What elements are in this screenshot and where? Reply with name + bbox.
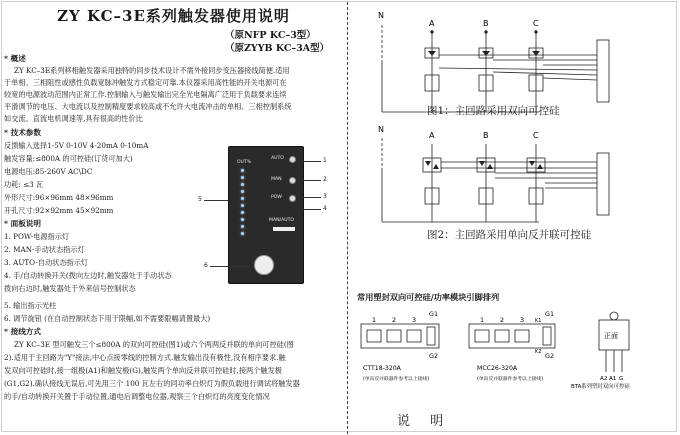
panel-desc-item: 1. POW-电源指示灯 — [4, 232, 70, 241]
mcc-pin-1: 1 — [480, 316, 485, 324]
overview-line: ZY KC–3E系列移相触发器采用独特的同步技术设计不需外接同步变压器接线简便.适用 — [14, 66, 290, 75]
callout-line — [303, 180, 321, 181]
mcc-k2: K2 — [535, 349, 542, 355]
panel-desc-heading: * 面板说明 — [4, 219, 41, 228]
wiring-heading: * 接线方式 — [4, 327, 41, 336]
modules-section-title: 常用塑封双向可控硅/功率模块引脚排列 — [357, 292, 500, 302]
man-auto-label: MAN/AUTO — [269, 218, 295, 223]
overview-heading: * 概述 — [4, 54, 26, 63]
callout-6: 6 — [204, 262, 208, 269]
callout-2: 2 — [323, 176, 327, 183]
tech-line: 功耗: ≤3 瓦 — [4, 180, 44, 189]
man-auto-switch — [273, 227, 295, 231]
output-led — [241, 225, 244, 228]
mcc-pin-2: 2 — [500, 316, 505, 324]
auto-indicator — [289, 156, 296, 163]
phase-label-n: N — [378, 125, 384, 134]
bta-pin-a1: A1 — [609, 376, 617, 382]
overview-line: 平滑调节的电压、大电流以及控制精度要求较高或不允许大电流冲击的单相、三相控制系统 — [4, 102, 292, 111]
ctt-label: CTT18-320A — [363, 365, 401, 372]
callout-line — [303, 197, 321, 198]
overview-line: 较宽的电源波动范围内正常工作.控制输入与触发输出完全光电隔离广泛用于负载要求连续 — [4, 90, 287, 99]
subtitle-nfp: （原NFP KC–3型） — [225, 30, 316, 41]
output-led — [241, 176, 244, 179]
figure1-schematic — [349, 0, 680, 115]
callout-line — [303, 209, 321, 210]
auto-label: AUTO — [271, 156, 284, 161]
panel-desc-item: 拨向右边时,触发器处于外来信号控制状态 — [4, 284, 136, 293]
callout-3: 3 — [323, 193, 327, 200]
wiring-line: 发双向可控硅时,接一组极(A1)和触发极(G),触发两个单向反并联可控硅时,接两个触发极 — [4, 366, 282, 375]
figure1-caption: 图1：主回路采用双向可控硅 — [427, 105, 560, 117]
mcc-pin-3: 3 — [520, 316, 525, 324]
output-led — [241, 211, 244, 214]
wiring-line: (G1,G2).确认接线无误后,可先用三个 100 瓦左右的同功率白炽灯为假负载进行调试将触发器 — [4, 379, 300, 388]
footer-title: 说 明 — [397, 414, 452, 429]
ctt-pin-2: 2 — [392, 316, 397, 324]
output-led — [241, 197, 244, 200]
mcc-g2: G2 — [545, 352, 555, 360]
phase-label-b: B — [483, 19, 489, 28]
panel-desc-item: 5. 输出指示光柱 — [4, 301, 57, 310]
mcc-g1: G1 — [545, 310, 555, 318]
wiring-line: 的手/自动转换开关置于手动位置,通电后调整电位器,观察三个白炽灯的亮度变化情况 — [4, 392, 270, 401]
man-label: MAN — [271, 177, 282, 182]
overview-line: 如交流、直流电机调速等,具有很高的性价比 — [4, 114, 143, 123]
bta-label: BTA系列塑封双向可控硅 — [571, 384, 630, 390]
panel-desc-item: 2. MAN-手动状态指示灯 — [4, 245, 85, 254]
callout-line — [210, 266, 250, 267]
tech-line: 电源电压:85-260V AC\DC — [4, 167, 93, 176]
module-pinouts — [349, 300, 680, 390]
right-page — [349, 0, 680, 435]
ctt-g2: G2 — [429, 352, 439, 360]
pow-label: POW — [271, 195, 282, 200]
phase-label-b: B — [483, 131, 489, 140]
phase-label-c: C — [533, 19, 539, 28]
output-led — [241, 169, 244, 172]
ctt-pin-1: 1 — [372, 316, 377, 324]
ctt-g1: G1 — [429, 310, 439, 318]
tech-line: 反馈输入选择1-5V 0-10V 4-20mA 0-10mA — [4, 141, 149, 150]
phase-label-a: A — [429, 131, 435, 140]
figure2-caption: 图2：主回路采用单向反并联可控硅 — [427, 229, 592, 241]
tech-line: 开孔尺寸:92×92mm 45×92mm — [4, 206, 114, 215]
phase-label-a: A — [429, 19, 435, 28]
callout-line — [204, 200, 228, 201]
out-percent-label: OUT% — [237, 160, 252, 165]
callout-1: 1 — [323, 157, 327, 164]
man-indicator — [289, 177, 296, 184]
callout-4: 4 — [323, 205, 327, 212]
panel-desc-item: 4. 手/自动转换开关(拨向左边时,触发器处于手动状态 — [4, 271, 172, 280]
page-divider — [347, 2, 348, 434]
panel-desc-item: 3. AUTO-自动状态指示灯 — [4, 258, 89, 267]
output-led — [241, 204, 244, 207]
wiring-line: ZY KC–3E 型可触发三个≤800A 的双向可控硅(图1)或六个两两反并联的单向可控硅(图 — [14, 340, 294, 349]
bta-pin-g: G — [619, 376, 624, 382]
ctt-note: (单向反并联器件参考以上接线) — [363, 377, 430, 382]
mcc-label: MCC26-320A — [477, 365, 518, 372]
phase-label-c: C — [533, 131, 539, 140]
mcc-note: (单向反并联器件参考以上接线) — [477, 377, 544, 382]
phase-label-n: N — [378, 11, 384, 20]
bta-pin-a2: A2 — [600, 376, 608, 382]
wiring-line: 2).适用于主回路为"Y"接法,中心点接零线的控制方式.触发输出没有极性,没有相序要求.触 — [4, 353, 286, 362]
subtitle-zyyb: （原ZYYB KC–3A型） — [225, 43, 330, 54]
tech-line: 外形尺寸:96×96mm 48×96mm — [4, 193, 114, 202]
figure2-schematic — [349, 118, 680, 228]
callout-5: 5 — [198, 196, 202, 203]
overview-line: 于单相、三相阻性或感性负载宽脉冲触发方式稳定可靠.本仪器采用高性能的开关电源可在 — [4, 78, 287, 87]
output-led — [241, 190, 244, 193]
output-led — [241, 232, 244, 235]
bta-front-label: 正面 — [604, 332, 618, 340]
output-led — [241, 183, 244, 186]
tech-heading: * 技术参数 — [4, 128, 41, 137]
callout-line — [303, 161, 321, 162]
document-title: ZY KC–3E系列触发器使用说明 — [57, 7, 290, 25]
output-led — [241, 218, 244, 221]
tech-line: 触发容量:≤800A 的可控硅(订货可加大) — [4, 154, 133, 163]
pow-indicator — [289, 195, 296, 202]
mcc-k1: K1 — [535, 318, 542, 324]
adjust-knob — [254, 255, 274, 275]
panel-desc-item: 6. 调节旋钮 (在自动控制状态下用于限幅,如不需要限幅请置最大) — [4, 314, 211, 323]
ctt-pin-3: 3 — [412, 316, 417, 324]
